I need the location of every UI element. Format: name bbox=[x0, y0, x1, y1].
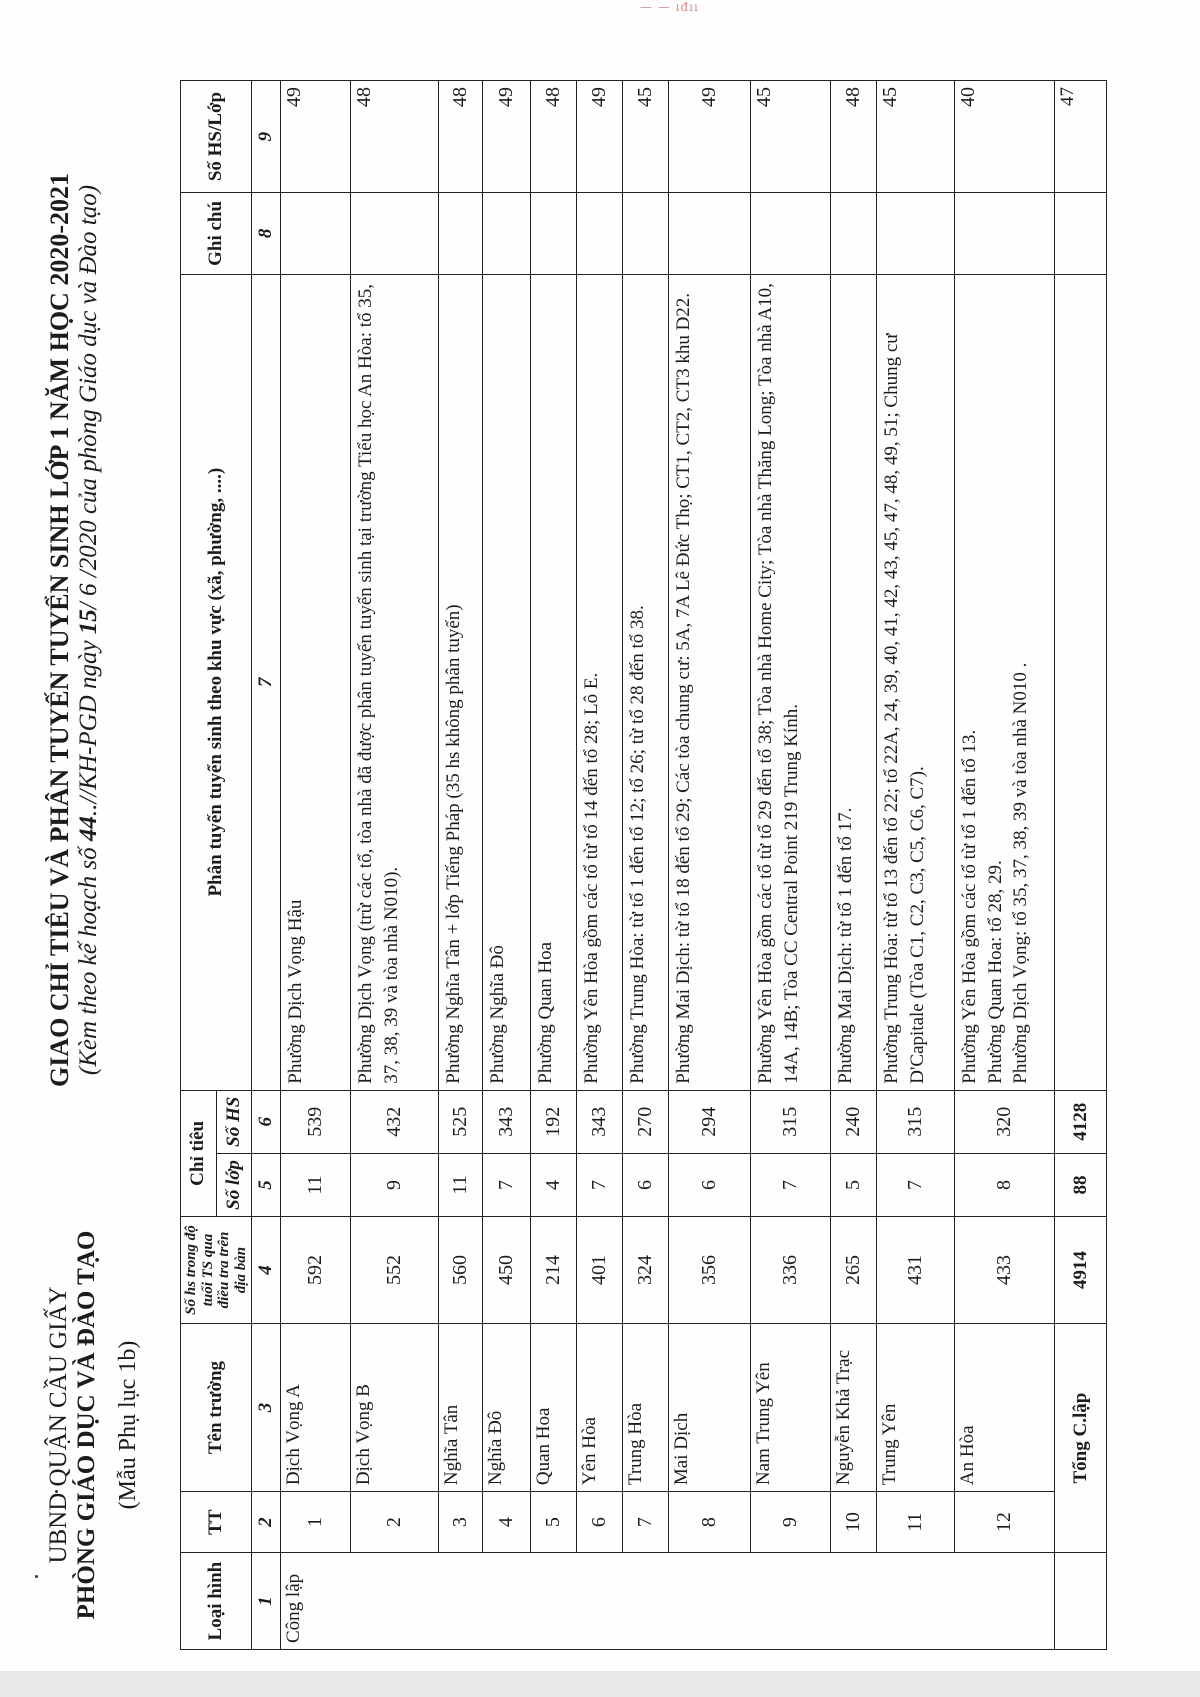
school-cell: Mai Dịch bbox=[669, 1324, 751, 1492]
table-row bbox=[877, 81, 955, 1650]
students-cell: 315 bbox=[877, 1090, 955, 1153]
total-label: Tổng C.lập bbox=[1055, 1324, 1107, 1553]
surveyed-cell: 431 bbox=[877, 1217, 955, 1324]
col-quota-header: Chỉ tiêu bbox=[181, 1090, 217, 1216]
table-row bbox=[669, 81, 751, 1650]
per-class-cell: 45 bbox=[623, 81, 669, 193]
tt-cell: 5 bbox=[531, 1492, 577, 1553]
surveyed-cell: 324 bbox=[623, 1217, 669, 1324]
students-cell: 320 bbox=[955, 1090, 1055, 1153]
per-class-cell: 48 bbox=[351, 81, 439, 193]
area-cell: Phường Mai Dịch: từ tổ 18 đến tổ 29; Các tòa chung cư: 5A, 7A Lê Đức Thọ; CT1, CT2, CT3 khu D22. bbox=[669, 274, 751, 1090]
classes-cell: 6 bbox=[623, 1153, 669, 1216]
note-cell bbox=[623, 193, 669, 275]
surveyed-cell: 560 bbox=[439, 1217, 483, 1324]
table-row bbox=[351, 81, 439, 1650]
note-cell bbox=[483, 193, 531, 275]
classes-cell: 8 bbox=[955, 1153, 1055, 1216]
note-cell bbox=[955, 193, 1055, 275]
area-cell: Phường Quan Hoa bbox=[531, 274, 577, 1090]
classes-cell: 4 bbox=[531, 1153, 577, 1216]
school-cell: Trung Yên bbox=[877, 1324, 955, 1492]
school-cell: Dịch Vọng B bbox=[351, 1324, 439, 1492]
students-cell: 270 bbox=[623, 1090, 669, 1153]
tt-cell: 8 bbox=[669, 1492, 751, 1553]
table-row bbox=[577, 81, 623, 1650]
students-cell: 192 bbox=[531, 1090, 577, 1153]
note-cell bbox=[439, 193, 483, 275]
table-row bbox=[531, 81, 577, 1650]
tt-cell: 6 bbox=[577, 1492, 623, 1553]
department-name: PHÒNG GIÁO DỤC VÀ ĐÀO TẠO bbox=[73, 1230, 100, 1620]
area-cell bbox=[955, 274, 1055, 1090]
scan-speck bbox=[35, 1575, 38, 1578]
surveyed-cell: 214 bbox=[531, 1217, 577, 1324]
col-number: 7 bbox=[252, 274, 281, 1090]
col-tt-header: TT bbox=[181, 1492, 252, 1553]
table-row bbox=[751, 81, 831, 1650]
students-cell: 343 bbox=[577, 1090, 623, 1153]
document-subtitle: (Kèm theo kế hoạch số 44..//KH-PGD ngày 15/ 6 /2020 của phòng Giáo dục và Đào tạo) bbox=[75, 184, 102, 1076]
table-row bbox=[623, 81, 669, 1650]
col-note-header: Ghi chú bbox=[181, 193, 252, 275]
per-class-cell: 49 bbox=[483, 81, 531, 193]
per-class-cell: 48 bbox=[439, 81, 483, 193]
table-row bbox=[831, 81, 877, 1650]
agency-name: UBND QUẬN CẦU GIẤY bbox=[45, 1286, 72, 1564]
table-row bbox=[281, 81, 351, 1650]
area-cell: Phường Mai Dịch: từ tổ 1 đến tổ 17. bbox=[831, 274, 877, 1090]
tt-cell: 4 bbox=[483, 1492, 531, 1553]
area-cell: Phường Dịch Vọng Hậu bbox=[281, 274, 351, 1090]
school-cell: Nghĩa Đô bbox=[483, 1324, 531, 1492]
school-cell: Dịch Vọng A bbox=[281, 1324, 351, 1492]
classes-cell: 7 bbox=[751, 1153, 831, 1216]
school-cell: Nghĩa Tân bbox=[439, 1324, 483, 1492]
note-cell bbox=[281, 193, 351, 275]
document-title: GIAO CHỈ TIÊU VÀ PHÂN TUYẾN TUYỂN SINH LỚP 1 NĂM HỌC 2020-2021 bbox=[45, 173, 74, 1087]
column-number-row bbox=[252, 81, 281, 1650]
school-cell: Trung Hòa bbox=[623, 1324, 669, 1492]
students-cell: 525 bbox=[439, 1090, 483, 1153]
plan-day: 15 bbox=[75, 609, 102, 635]
surveyed-cell: 336 bbox=[751, 1217, 831, 1324]
col-classes-header: Số lớp bbox=[216, 1153, 252, 1216]
total-classes: 88 bbox=[1055, 1153, 1107, 1216]
subtitle-mid: /KH-PGD ngày bbox=[75, 640, 102, 797]
col-number: 9 bbox=[252, 81, 281, 193]
total-surveyed: 4914 bbox=[1055, 1217, 1107, 1324]
per-class-cell: 45 bbox=[751, 81, 831, 193]
total-row bbox=[1055, 81, 1107, 1650]
school-cell: An Hòa bbox=[955, 1324, 1055, 1492]
tt-cell: 7 bbox=[623, 1492, 669, 1553]
per-class-cell: 40 bbox=[955, 81, 1055, 193]
tt-cell: 11 bbox=[877, 1492, 955, 1553]
tt-cell: 12 bbox=[955, 1492, 1055, 1553]
area-cell: Phường Dịch Vọng (trừ các tổ, tòa nhà đã được phân tuyến tuyển sinh tại trường Tiểu học An Hòa: tổ 35, 37, 38, 39 và tòa nhà N010). bbox=[351, 274, 439, 1090]
subtitle-prefix: (Kèm theo kế hoạch số bbox=[75, 847, 102, 1076]
page-edge-shadow bbox=[0, 1671, 1200, 1697]
surveyed-cell: 433 bbox=[955, 1217, 1055, 1324]
tt-cell: 2 bbox=[351, 1492, 439, 1553]
classes-cell: 7 bbox=[577, 1153, 623, 1216]
enrollment-table bbox=[180, 80, 1107, 1650]
note-cell bbox=[351, 193, 439, 275]
area-cell: Phường Yên Hòa gồm các tổ từ tổ 29 đến tổ 38; Tòa nhà Home City; Tòa nhà Thăng Long; Tòa nhà A10, 14A, 14B; Tòa CC Central Point 219 Trung Kính. bbox=[751, 274, 831, 1090]
col-number: 4 bbox=[252, 1217, 281, 1324]
students-cell: 240 bbox=[831, 1090, 877, 1153]
col-per-class-header: Số HS/Lớp bbox=[181, 81, 252, 193]
total-per-class: 47 bbox=[1055, 81, 1107, 193]
classes-cell: 11 bbox=[439, 1153, 483, 1216]
area-line: Phường Quan Hoa: tổ 28, 29. bbox=[984, 860, 1006, 1084]
document-title-block bbox=[45, 70, 103, 1190]
school-type-cell: Công lập bbox=[281, 1553, 1055, 1650]
tt-cell: 3 bbox=[439, 1492, 483, 1553]
area-line: Phường Dịch Vọng: tổ 35, 37, 38, 39 và tòa nhà N010 . bbox=[1010, 662, 1032, 1084]
table-row bbox=[955, 81, 1055, 1650]
col-number: 3 bbox=[252, 1324, 281, 1492]
per-class-cell: 48 bbox=[531, 81, 577, 193]
area-cell: Phường Trung Hòa: từ tổ 13 đến tổ 22; tổ 22A, 24, 39, 40, 41, 42, 43, 45, 47, 48, 49, 51; Chung cư D'Capitale (Tòa C1, C2, C3, C5, C6, C7). bbox=[877, 274, 955, 1090]
area-cell: Phường Nghĩa Đô bbox=[483, 274, 531, 1090]
surveyed-cell: 552 bbox=[351, 1217, 439, 1324]
students-cell: 432 bbox=[351, 1090, 439, 1153]
surveyed-cell: 401 bbox=[577, 1217, 623, 1324]
tt-cell: 1 bbox=[281, 1492, 351, 1553]
school-cell: Nam Trung Yên bbox=[751, 1324, 831, 1492]
note-cell bbox=[751, 193, 831, 275]
classes-cell: 6 bbox=[669, 1153, 751, 1216]
per-class-cell: 45 bbox=[877, 81, 955, 193]
col-number: 6 bbox=[252, 1090, 281, 1153]
rotated-document bbox=[45, 50, 1165, 1650]
surveyed-cell: 450 bbox=[483, 1217, 531, 1324]
note-cell bbox=[531, 193, 577, 275]
col-school-header: Tên trường bbox=[181, 1324, 252, 1492]
classes-cell: 7 bbox=[483, 1153, 531, 1216]
note-cell bbox=[577, 193, 623, 275]
col-number: 2 bbox=[252, 1492, 281, 1553]
col-surveyed-header: Số hs trong độ tuổi TS qua điều tra trên địa bàn bbox=[181, 1217, 252, 1324]
total-note-cell bbox=[1055, 193, 1107, 275]
col-number: 1 bbox=[252, 1553, 281, 1650]
students-cell: 343 bbox=[483, 1090, 531, 1153]
col-number: 8 bbox=[252, 193, 281, 275]
total-area-cell bbox=[1055, 274, 1107, 1090]
stamp-mark: — — ıđıı bbox=[640, 0, 699, 14]
subtitle-suffix: / 6 /2020 của phòng Giáo dục và Đào tạo) bbox=[75, 184, 102, 610]
classes-cell: 9 bbox=[351, 1153, 439, 1216]
tt-cell: 9 bbox=[751, 1492, 831, 1553]
per-class-cell: 48 bbox=[831, 81, 877, 193]
table-row bbox=[483, 81, 531, 1650]
col-number: 5 bbox=[252, 1153, 281, 1216]
students-cell: 294 bbox=[669, 1090, 751, 1153]
surveyed-cell: 592 bbox=[281, 1217, 351, 1324]
students-cell: 315 bbox=[751, 1090, 831, 1153]
per-class-cell: 49 bbox=[577, 81, 623, 193]
classes-cell: 7 bbox=[877, 1153, 955, 1216]
school-cell: Nguyễn Khả Trạc bbox=[831, 1324, 877, 1492]
note-cell bbox=[669, 193, 751, 275]
note-cell bbox=[831, 193, 877, 275]
classes-cell: 11 bbox=[281, 1153, 351, 1216]
area-line: Phường Yên Hòa gồm các tổ từ tổ 1 đến tổ 13. bbox=[959, 729, 980, 1084]
total-students: 4128 bbox=[1055, 1090, 1107, 1153]
appendix-label: (Mẫu Phụ lục 1b) bbox=[115, 1340, 141, 1510]
area-cell: Phường Yên Hòa gồm các tổ từ tổ 14 đến tổ 28; Lô E. bbox=[577, 274, 623, 1090]
students-cell: 539 bbox=[281, 1090, 351, 1153]
note-cell bbox=[877, 193, 955, 275]
area-cell: Phường Nghĩa Tân + lớp Tiếng Pháp (35 hs không phân tuyến) bbox=[439, 274, 483, 1090]
per-class-cell: 49 bbox=[669, 81, 751, 193]
classes-cell: 5 bbox=[831, 1153, 877, 1216]
col-type-header: Loại hình bbox=[181, 1553, 252, 1650]
total-type-cell bbox=[1055, 1553, 1107, 1650]
surveyed-cell: 356 bbox=[669, 1217, 751, 1324]
table-row bbox=[439, 81, 483, 1650]
per-class-cell: 49 bbox=[281, 81, 351, 193]
surveyed-cell: 265 bbox=[831, 1217, 877, 1324]
issuer-header bbox=[45, 1200, 142, 1650]
plan-number: 44 bbox=[75, 816, 102, 842]
col-area-header: Phân tuyến tuyển sinh theo khu vực (xã, phường, ....) bbox=[181, 274, 252, 1090]
school-cell: Yên Hòa bbox=[577, 1324, 623, 1492]
school-cell: Quan Hoa bbox=[531, 1324, 577, 1492]
tt-cell: 10 bbox=[831, 1492, 877, 1553]
col-students-header: Số HS bbox=[216, 1090, 252, 1153]
area-cell: Phường Trung Hòa: từ tổ 1 đến tổ 12; tổ 26; từ tổ 28 đến tổ 38. bbox=[623, 274, 669, 1090]
